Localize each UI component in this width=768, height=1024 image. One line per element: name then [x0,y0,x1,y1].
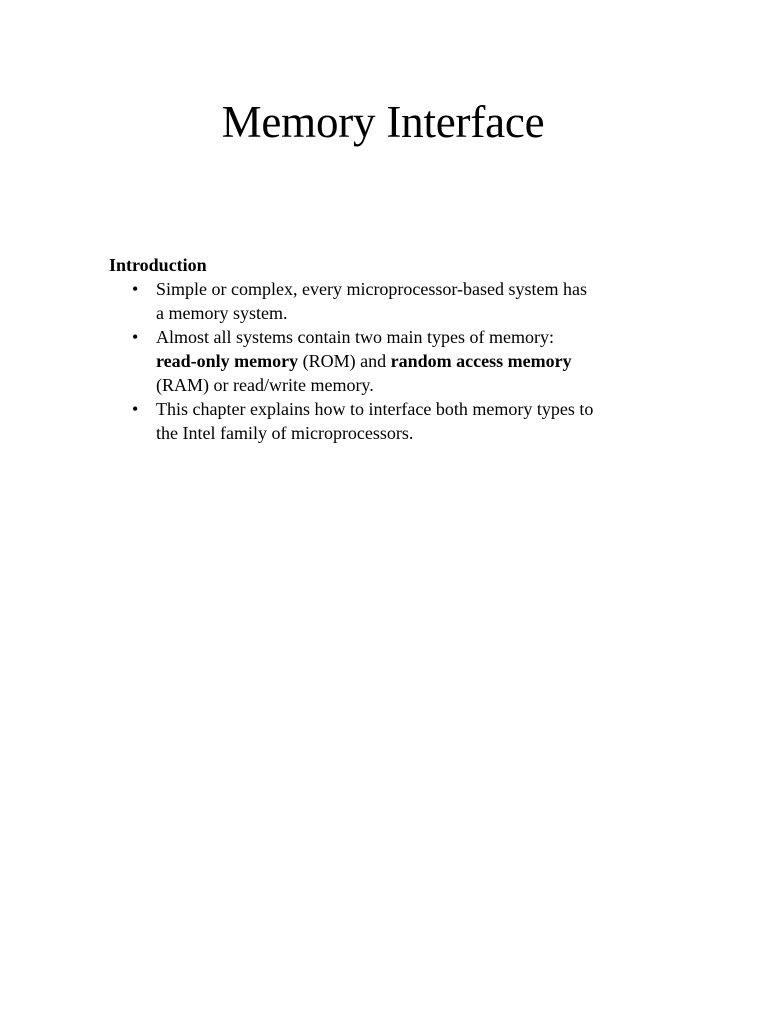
ram-term: random access memory [390,351,572,371]
bullet-text-line: the Intel family of microprocessors. [156,423,414,443]
bullet-item [109,277,689,325]
introduction-section [109,253,689,445]
bullet-mark: • [132,399,139,419]
bullet-mark: • [132,327,139,347]
section-heading: Introduction [109,255,207,275]
document-title: Memory Interface [221,97,545,147]
bullet-text-line: a memory system. [156,303,288,323]
bullet-item [109,325,689,397]
bullet-text-fragment: (ROM) and [298,351,391,371]
bullet-mark: • [132,279,139,299]
bullet-item [109,397,689,445]
rom-term: read-only memory [156,351,299,371]
bullet-list [109,277,689,445]
bullet-text-line: Simple or complex, every microprocessor-based system has [156,279,588,299]
bullet-text-line: (RAM) or read/write memory. [156,375,374,395]
bullet-text-line: This chapter explains how to interface both memory types to [156,399,594,419]
bullet-text-line: Almost all systems contain two main types of memory: [156,327,554,347]
